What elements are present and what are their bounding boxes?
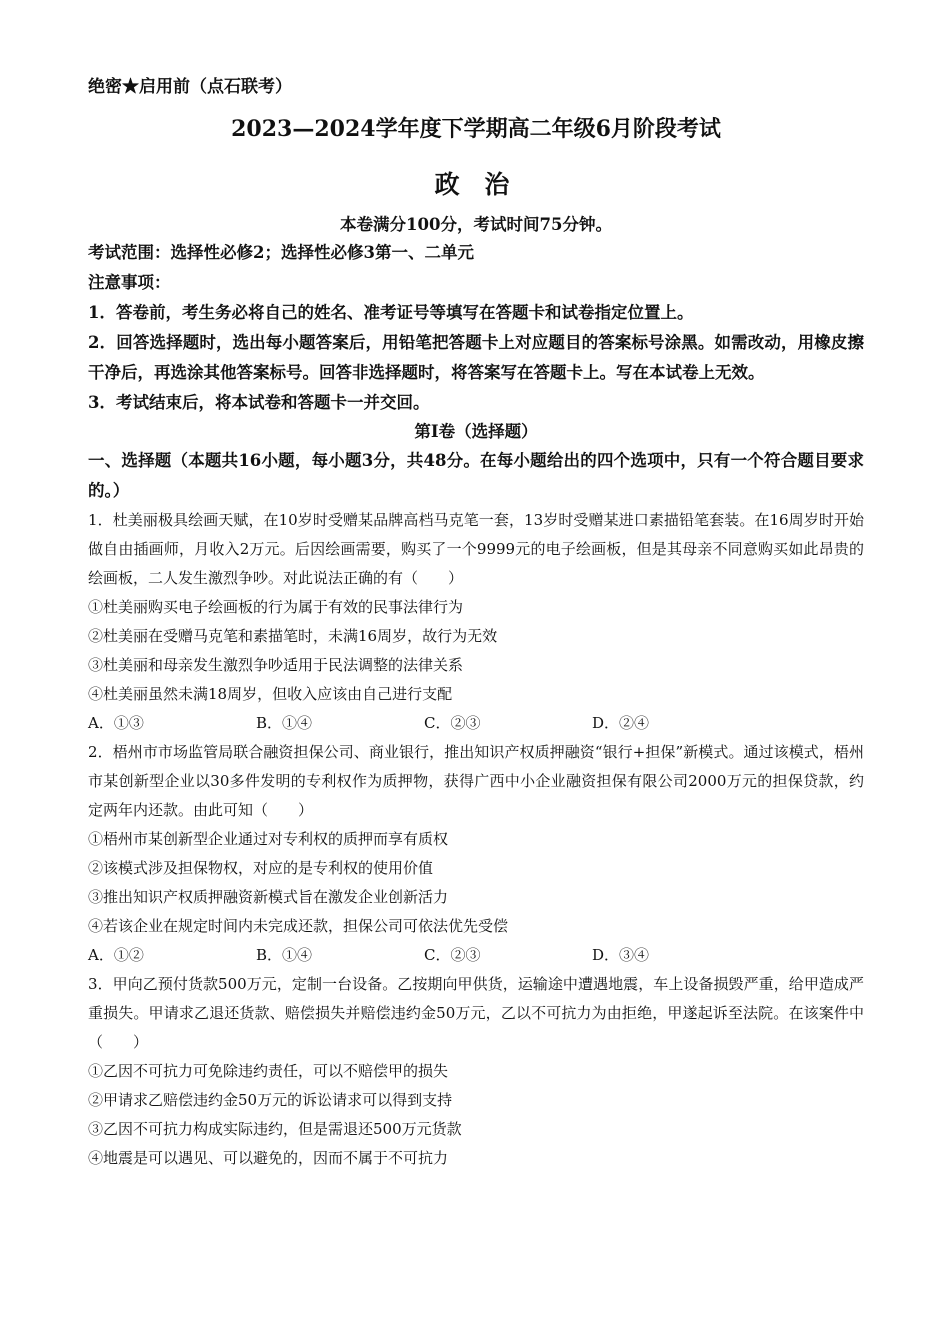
answer-choices [88,709,864,738]
answer-choice-d: D．③④ [592,946,650,964]
subject-title: 政 治 [434,170,518,199]
question-option: ②杜美丽在受赠马克笔和素描笔时，未满16周岁，故行为无效 [88,627,498,645]
question-3 [88,970,864,1173]
question-option: ④地震是可以遇见、可以避免的，因而不属于不可抗力 [88,1149,449,1167]
question-option: ③乙因不可抗力构成实际违约，但是需退还500万元货款 [88,1120,462,1138]
question-1 [88,506,864,738]
notice-list [88,298,864,418]
answer-choice-a: A．①③ [88,714,144,732]
question-stem: 3．甲向乙预付货款500万元，定制一台设备。乙按期向甲供货，运输途中遭遇地震，车上设备损毁严重，给甲造成严重损失。甲请求乙退还货款、赔偿损失并赔偿违约金50万元，乙以不可抗力为由拒绝，甲遂起诉至法院。在该案件中（ ） [88,975,864,1051]
part-heading: 一、选择题（本题共16小题，每小题3分，共48分。在每小题给出的四个选项中，只有一个符合题目要求的。） [88,451,864,500]
question-option: ①梧州市某创新型企业通过对专利权的质押而享有质权 [88,830,449,848]
question-option: ④杜美丽虽然未满18周岁，但收入应该由自己进行支配 [88,685,453,703]
answer-choice-b: B．①④ [256,714,313,732]
question-option: ②甲请求乙赔偿违约金50万元的诉讼请求可以得到支持 [88,1091,453,1109]
notice-item: 1．答卷前，考生务必将自己的姓名、准考证号等填写在答题卡和试卷指定位置上。 [88,303,694,322]
answer-choice-d: D．②④ [592,714,650,732]
answer-choice-c: C．②③ [424,946,481,964]
exam-title: 2023—2024学年度下学期高二年级6月阶段考试 [231,116,721,142]
score-info: 本卷满分100分，考试时间75分钟。 [340,215,612,234]
question-option: ③杜美丽和母亲发生激烈争吵适用于民法调整的法律关系 [88,656,464,674]
question-option: ④若该企业在规定时间内未完成还款，担保公司可依法优先受偿 [88,917,509,935]
question-stem: 1．杜美丽极具绘画天赋，在10岁时受赠某品牌高档马克笔一套，13岁时受赠某进口素描铅笔套装。在16周岁时开始做自由插画师，月收入2万元。后因绘画需要，购买了一个9999元的电子绘画板，但是其母亲不同意购买如此昂贵的绘画板，二人发生激烈争吵。对此说法正确的有（ ） [88,511,864,587]
question-option: ①杜美丽购买电子绘画板的行为属于有效的民事法律行为 [88,598,464,616]
question-option: ②该模式涉及担保物权，对应的是专利权的使用价值 [88,859,434,877]
answer-choice-b: B．①④ [256,946,313,964]
question-2 [88,738,864,970]
answer-choices [88,941,864,970]
answer-choice-a: A．①② [88,946,144,964]
notice-item: 2．回答选择题时，选出每小题答案后，用铅笔把答题卡上对应题目的答案标号涂黑。如需改动，用橡皮擦干净后，再选涂其他答案标号。回答非选择题时，将答案写在答题卡上。写在本试卷上无效。 [88,333,864,382]
notice-item: 3．考试结束后，将本试卷和答题卡一并交回。 [88,393,430,412]
question-option: ①乙因不可抗力可免除违约责任，可以不赔偿甲的损失 [88,1062,449,1080]
question-stem: 2．梧州市市场监管局联合融资担保公司、商业银行，推出知识产权质押融资“银行+担保”新模式。通过该模式，梧州市某创新型企业以30多件发明的专利权作为质押物，获得广西中小企业融资担保有限公司2000万元的担保贷款，约定两年内还款。由此可知（ ） [88,743,864,819]
secret-label: 绝密★启用前（点石联考） [88,77,292,97]
exam-scope: 考试范围：选择性必修2；选择性必修3第一、二单元 [88,243,474,262]
answer-choice-c: C．②③ [424,714,481,732]
notice-title: 注意事项： [88,273,171,292]
section-title: 第Ⅰ卷（选择题） [414,422,538,441]
question-option: ③推出知识产权质押融资新模式旨在激发企业创新活力 [88,888,449,906]
